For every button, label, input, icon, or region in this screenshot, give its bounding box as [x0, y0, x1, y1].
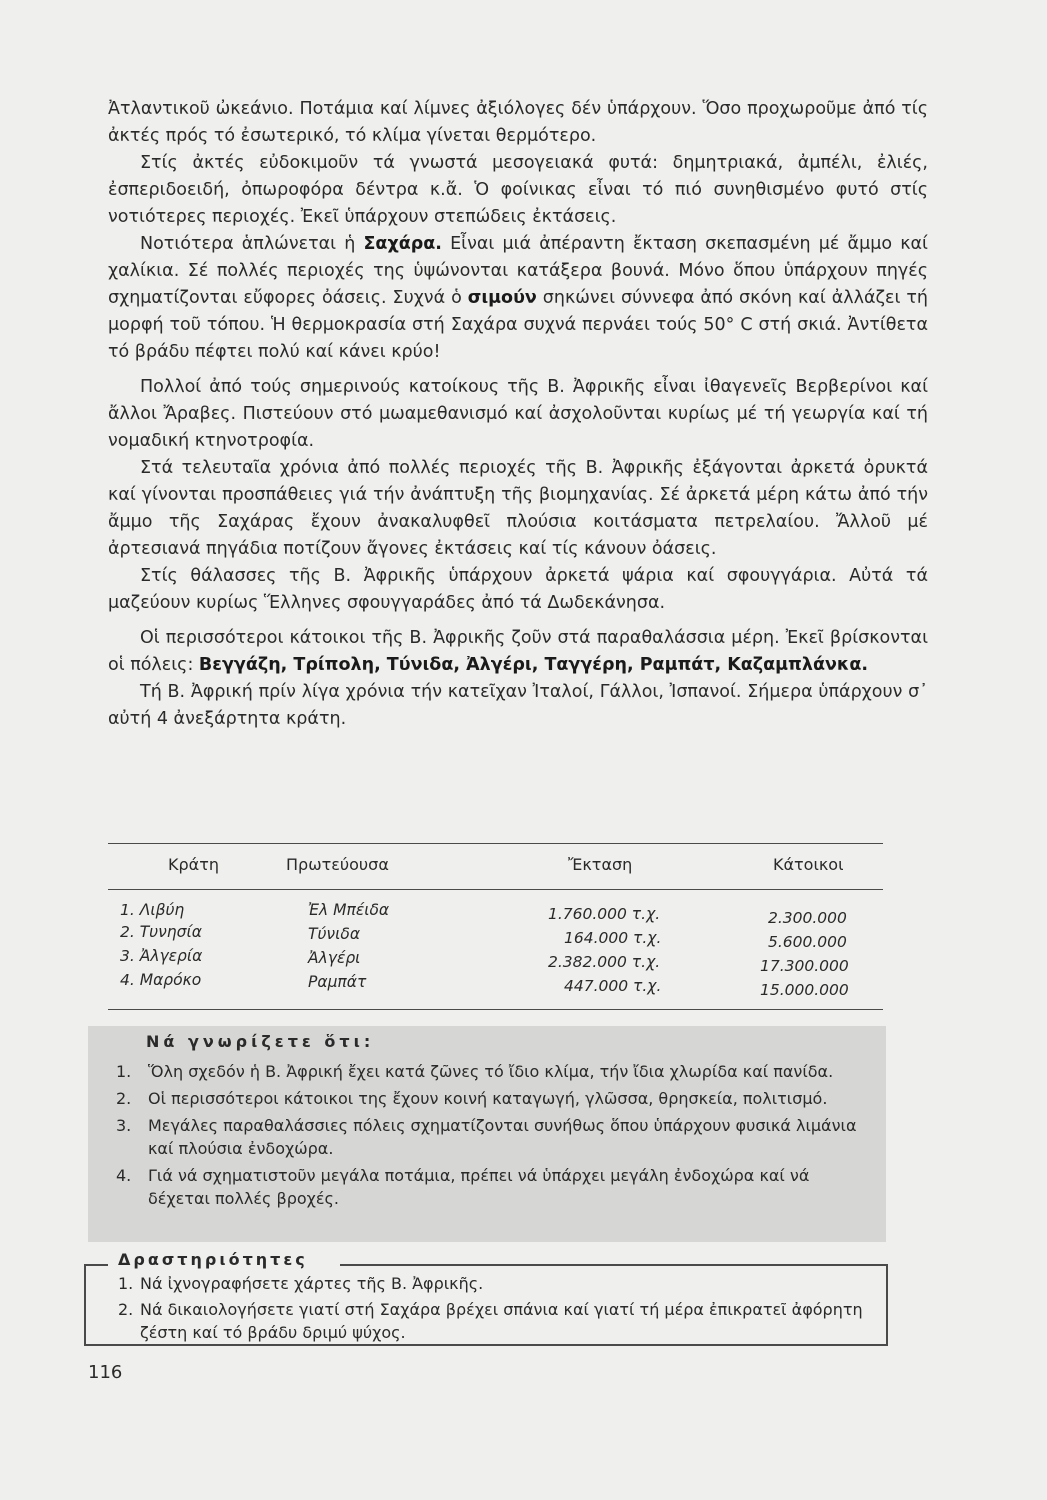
simoun-term: σιμούν — [467, 288, 537, 308]
paragraph-7-part-a: Οἱ περισσότεροι κάτοικοι τῆς Β. Ἀφρικῆς ζοῦν στά παραθαλάσσια μέρη. Ἐκεῖ βρίσκονται οἱ πόλεις: — [108, 628, 928, 675]
list-item-number: 1. — [116, 1062, 132, 1081]
paragraph-4: Πολλοί ἀπό τούς σημερινούς κατοίκους τῆς Β. Ἀφρικῆς εἶναι ἰθαγενεῖς Βερβερίνοι καί ἄλλοι Ἄραβες. Πιστεύουν στό μωαμεθανισμό καί ἀσχολοῦνται κυρίως μέ τή γεωργία καί τή νομαδική κτηνοτροφία. — [108, 377, 928, 451]
table-row-3-area: 2.382.000 τ.χ. — [548, 953, 661, 971]
paragraph-3-part-b: Εἶναι μιά ἀπέραντη ἔκταση σκεπασμένη μέ ἄμμο καί χαλίκια. Σέ πολλές περιοχές της ὑψώνονται κατάξερα βουνά. Μόνο ὅπου ὑπάρχουν πηγές σχηματίζονται εὔφορες ὀάσεις. Συχνά ὁ — [108, 234, 928, 308]
table-row-2-area: 164.000 τ.χ. — [564, 929, 662, 947]
table-row-1-capital: Ἐλ Μπέιδα — [308, 901, 390, 919]
table-row-4-capital: Ραμπάτ — [308, 973, 367, 991]
table-row-2-state: 2. Τυνησία — [120, 923, 202, 941]
table-row-3-state: 3. Ἀλγερία — [120, 947, 203, 965]
paragraph-3 — [108, 231, 928, 366]
main-text — [108, 96, 928, 733]
list-item-text: Νά δικαιολογήσετε γιατί στή Σαχάρα βρέχει σπάνια καί γιατί τή μέρα ἐπικρατεῖ ἀφόρητη ζέστη καί τό βράδυ δριμύ ψύχος. — [140, 1300, 863, 1342]
list-item — [118, 1298, 878, 1344]
table-row-1-state: 1. Λιβύη — [120, 901, 185, 919]
sahara-term: Σαχάρα. — [363, 234, 442, 254]
table-row-4-state: 4. Μαρόκο — [120, 971, 202, 989]
table-bottom-rule — [108, 1009, 883, 1010]
know-that-list — [116, 1060, 876, 1214]
table-top-rule — [108, 843, 883, 844]
list-item-number: 2. — [118, 1300, 134, 1319]
table-header-rule — [108, 889, 883, 890]
cities-list: Βεγγάζη, Τρίπολη, Τύνιδα, Ἀλγέρι, Ταγγέρη, Ραμπάτ, Καζαμπλάνκα. — [198, 655, 869, 675]
paragraph-2: Στίς ἀκτές εὐδοκιμοῦν τά γνωστά μεσογειακά φυτά: δημητριακά, ἀμπέλι, ἐλιές, ἐσπεριδοειδή, ὀπωροφόρα δέντρα κ.ἄ. Ὁ φοίνικας εἶναι τό πιό συνηθισμένο φυτό στίς νοτιότερες περιοχές. Ἐκεῖ ὑπάρχουν στεπώδεις ἐκτάσεις. — [108, 153, 928, 227]
table-row-1-population: 2.300.000 — [768, 909, 847, 927]
list-item — [116, 1164, 876, 1210]
list-item-text: Μεγάλες παραθαλάσσιες πόλεις σχηματίζονται συνήθως ὅπου ὑπάρχουν φυσικά λιμάνια καί πλούσια ἐνδοχώρα. — [148, 1116, 857, 1158]
table-row-2-capital: Τύνιδα — [308, 925, 361, 943]
paragraph-3-part-c: σηκώνει σύννεφα ἀπό σκόνη καί ἀλλάζει τή μορφή τοῦ τόπου. Ἡ θερμοκρασία στή Σαχάρα συχνά περνάει τούς 50° C στή σκιά. Ἀντίθετα τό βράδυ πέφτει πολύ καί κάνει κρύο! — [108, 288, 928, 362]
table-row-3-population: 17.300.000 — [760, 957, 849, 975]
list-item-number: 2. — [116, 1089, 132, 1108]
table-row-4-area: 447.000 τ.χ. — [564, 977, 662, 995]
table-row-3-capital: Ἀλγέρι — [308, 949, 361, 967]
table-row-2-population: 5.600.000 — [768, 933, 847, 951]
header-population: Κάτοικοι — [773, 855, 844, 874]
activities-title: Δραστηριότητες — [114, 1250, 312, 1269]
list-item-text: Νά ἰχνογραφήσετε χάρτες τῆς Β. Ἀφρικῆς. — [140, 1274, 484, 1293]
paragraph-6: Στίς θάλασσες τῆς Β. Ἀφρικῆς ὑπάρχουν ἀρκετά ψάρια καί σφουγγάρια. Αὐτά τά μαζεύουν κυρίως Ἕλληνες σφουγγαράδες ἀπό τά Δωδεκάνησα. — [108, 566, 928, 613]
know-that-title: Νά γνωρίζετε ὅτι: — [146, 1032, 375, 1051]
list-item — [116, 1087, 876, 1110]
list-item-number: 1. — [118, 1274, 134, 1293]
list-item-text: Οἱ περισσότεροι κάτοικοι της ἔχουν κοινή καταγωγή, γλῶσσα, θρησκεία, πολιτισμό. — [148, 1089, 828, 1108]
list-item — [116, 1114, 876, 1160]
header-area: Ἔκταση — [568, 855, 633, 874]
paragraph-5: Στά τελευταῖα χρόνια ἀπό πολλές περιοχές τῆς Β. Ἀφρικῆς ἐξάγονται ἀρκετά ὀρυκτά καί γίνονται προσπάθειες γιά τήν ἀνάπτυξη τῆς βιομηχανίας. Σέ ἀρκετά μέρη κάτω ἀπό τήν ἄμμο τῆς Σαχάρας ἔχουν ἀνακαλυφθεῖ πλούσια κοιτάσματα πετρελαίου. Ἄλλοῦ μέ ἀρτεσιανά πηγάδια ποτίζουν ἄγονες ἐκτάσεις καί τίς κάνουν ὀάσεις. — [108, 458, 928, 559]
list-item — [118, 1272, 878, 1295]
paragraph-1: Ἀτλαντικοῦ ὠκεάνιο. Ποτάμια καί λίμνες ἀξιόλογες δέν ὑπάρχουν. Ὅσο προχωροῦμε ἀπό τίς ἀκτές πρός τό ἐσωτερικό, τό κλίμα γίνεται θερμότερο. — [108, 99, 928, 146]
header-states: Κράτη — [168, 855, 219, 874]
know-that-box — [88, 1026, 886, 1242]
list-item-text: Γιά νά σχηματιστοῦν μεγάλα ποτάμια, πρέπει νά ὑπάρχει μεγάλη ἐνδοχώρα καί νά δέχεται πολλές βροχές. — [148, 1166, 810, 1208]
activities-list — [118, 1272, 878, 1347]
list-item-number: 4. — [116, 1166, 132, 1185]
header-capital: Πρωτεύουσα — [286, 855, 389, 874]
table-row-4-population: 15.000.000 — [760, 981, 849, 999]
list-item-number: 3. — [116, 1116, 132, 1135]
paragraph-3-part-a: Νοτιότερα ἁπλώνεται ἡ — [140, 234, 364, 254]
list-item-text: Ὅλη σχεδόν ἡ Β. Ἀφρική ἔχει κατά ζῶνες τό ἴδιο κλίμα, τήν ἴδια χλωρίδα καί πανίδα. — [148, 1062, 834, 1081]
table-row-1-area: 1.760.000 τ.χ. — [548, 905, 661, 923]
page-number: 116 — [88, 1362, 123, 1383]
list-item — [116, 1060, 876, 1083]
paragraph-8: Τή Β. Ἀφρική πρίν λίγα χρόνια τήν κατεῖχαν Ἰταλοί, Γάλλοι, Ἰσπανοί. Σήμερα ὑπάρχουν σ᾽ αὐτή 4 ἀνεξάρτητα κράτη. — [108, 682, 928, 729]
paragraph-7 — [108, 625, 928, 679]
